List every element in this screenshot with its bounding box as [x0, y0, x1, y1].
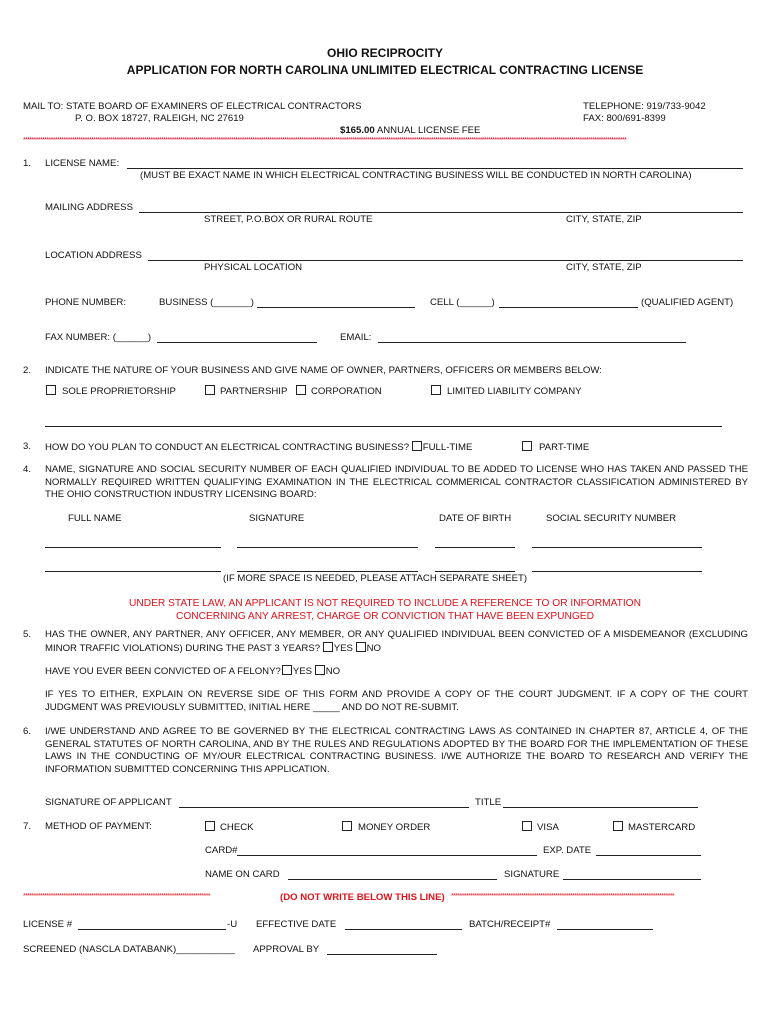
- felony-no-label: NO: [325, 666, 341, 677]
- explain-instructions: IF YES TO EITHER, EXPLAIN ON REVERSE SIDE OF THIS FORM AND PROVIDE A COPY OF THE COURT JUDGMENT. IF A COPY OF THE COURT JUDGMENT WAS PREVIOUSLY SUBMITTED, INITIAL HERE _____ AND DO NOT RE-SUBMIT.: [45, 689, 748, 713]
- qualified-agent-label: (QUALIFIED AGENT): [641, 297, 734, 308]
- felony-question-text: HAVE YOU EVER BEEN CONVICTED OF A FELONY?: [45, 666, 281, 677]
- po-box-address: P. O. BOX 18727, RALEIGH, NC 27619: [75, 113, 244, 124]
- visa-checkbox[interactable]: [522, 821, 532, 831]
- license-name-note: (MUST BE EXACT NAME IN WHICH ELECTRICAL CONTRACTING BUSINESS WILL BE CONDUCTED IN NORTH CAROLINA): [140, 170, 692, 181]
- office-stars-right: *********************************************************************************************************: [451, 893, 675, 900]
- part-time-label: PART-TIME: [539, 442, 590, 453]
- batch-receipt-field[interactable]: [557, 929, 653, 930]
- expunged-notice-line1: UNDER STATE LAW, AN APPLICANT IS NOT REQUIRED TO INCLUDE A REFERENCE TO OR INFORMATION: [129, 598, 641, 609]
- full-time-checkbox[interactable]: [412, 441, 422, 451]
- felony-yes-checkbox[interactable]: [282, 665, 292, 675]
- card-number-field[interactable]: [237, 855, 537, 856]
- fax-number: FAX: 800/691-8399: [583, 113, 666, 124]
- sole-proprietorship-label: SOLE PROPRIETORSHIP: [62, 386, 176, 397]
- q6-agreement: I/WE UNDERSTAND AND AGREE TO BE GOVERNED BY THE ELECTRICAL CONTRACTING LAWS AS CONTAINED IN CHAPTER 87, ARTICLE 4, OF THE GENERAL STATUTES OF NORTH CAROLINA, AND BY THE RULES AND REGULATIONS ADOPTED BY THE BOARD FOR THE IMPLEMENTATION OF THESE LAWS IN THE CONDUCTING OF MY/OUR ELECTRICAL CONTRACTING BUSINESS. I/WE AUTHORIZE THE BOARD TO RESEARCH AND VERIFY THE INFORMATION SUBMITTED CONCERNING THIS APPLICATION.: [45, 726, 748, 775]
- screened-label: SCREENED (NASCLA DATABANK)___________: [23, 944, 235, 955]
- form-title-application: APPLICATION FOR NORTH CAROLINA UNLIMITED ELECTRICAL CONTRACTING LICENSE: [126, 63, 644, 77]
- annual-license-fee: [340, 125, 480, 136]
- effective-date-field[interactable]: [345, 929, 462, 930]
- fee-amount: $165.00: [340, 125, 375, 136]
- mastercard-checkbox[interactable]: [613, 821, 623, 831]
- approval-by-label: APPROVAL BY: [253, 944, 320, 955]
- q6-number: 6.: [23, 726, 32, 737]
- location-city-caption: CITY, STATE, ZIP: [566, 262, 642, 273]
- office-stars-left: ****************************************************************************************: [23, 893, 210, 900]
- card-number-label: CARD#: [205, 845, 238, 856]
- q5-question: [45, 629, 748, 655]
- q2-question: INDICATE THE NATURE OF YOUR BUSINESS AND GIVE NAME OF OWNER, PARTNERS, OFFICERS OR MEMBERS BELOW:: [45, 365, 602, 376]
- sole-proprietorship-option[interactable]: [46, 385, 176, 397]
- form-title-ohio-reciprocity: OHIO RECIPROCITY: [326, 46, 443, 60]
- cell-phone-field[interactable]: [499, 307, 638, 308]
- business-phone-field[interactable]: [257, 307, 415, 308]
- mailing-address-label: MAILING ADDRESS: [45, 202, 133, 213]
- part-time-option[interactable]: [522, 441, 589, 453]
- signature-of-applicant-label: SIGNATURE OF APPLICANT: [45, 797, 172, 808]
- q4-question: NAME, SIGNATURE AND SOCIAL SECURITY NUMBER OF EACH QUALIFIED INDIVIDUAL TO BE ADDED TO LICENSE WHO HAS TAKEN AND PASSED THE NORMALLY REQUIRED WRITTEN QUALIFYING EXAMINATION IN THE ELECTRICAL COMMERICAL CONTRACTOR CLASSIFICATION ADMINISTERED BY THE OHIO CONSTRUCTION INDUSTRY LICENSING BOARD:: [45, 464, 748, 501]
- card-signature-label: SIGNATURE: [504, 869, 560, 880]
- part-time-checkbox[interactable]: [522, 441, 532, 451]
- partnership-checkbox[interactable]: [205, 385, 215, 395]
- q5-number: 5.: [23, 629, 32, 640]
- batch-receipt-label: BATCH/RECEIPT#: [469, 919, 551, 930]
- qualifier2-dob-field[interactable]: [435, 571, 515, 572]
- location-address-label: LOCATION ADDRESS: [45, 250, 142, 261]
- street-caption: STREET, P.O.BOX OR RURAL ROUTE: [204, 214, 373, 225]
- check-checkbox[interactable]: [205, 821, 215, 831]
- felony-question: [45, 665, 340, 677]
- check-option[interactable]: [205, 821, 254, 833]
- felony-no-checkbox[interactable]: [315, 665, 325, 675]
- fax-number-label: FAX NUMBER: (______): [45, 332, 152, 343]
- col-ssn: SOCIAL SECURITY NUMBER: [546, 513, 677, 524]
- q7-number: 7.: [23, 821, 32, 832]
- exp-date-field[interactable]: [596, 855, 701, 856]
- qualifier1-signature-field[interactable]: [237, 547, 418, 548]
- do-not-write-notice: (DO NOT WRITE BELOW THIS LINE): [280, 892, 445, 903]
- owners-names-field[interactable]: [45, 426, 722, 427]
- more-space-note: (IF MORE SPACE IS NEEDED, PLEASE ATTACH SEPARATE SHEET): [223, 573, 528, 584]
- license-name-field[interactable]: [127, 168, 743, 169]
- email-field[interactable]: [378, 342, 686, 343]
- q3-question-text: HOW DO YOU PLAN TO CONDUCT AN ELECTRICAL CONTRACTING BUSINESS?: [45, 442, 410, 453]
- money-order-option[interactable]: [342, 821, 430, 833]
- mastercard-option[interactable]: [613, 821, 695, 833]
- llc-label: LIMITED LIABILITY COMPANY: [447, 386, 582, 397]
- approval-by-field[interactable]: [327, 954, 437, 955]
- money-order-checkbox[interactable]: [342, 821, 352, 831]
- col-full-name: FULL NAME: [68, 513, 122, 524]
- applicant-signature-field[interactable]: [179, 807, 469, 808]
- name-on-card-field[interactable]: [288, 879, 497, 880]
- misdemeanor-no-label: NO: [366, 642, 382, 654]
- qualifier1-name-field[interactable]: [45, 547, 221, 548]
- method-of-payment-label: METHOD OF PAYMENT:: [45, 821, 152, 832]
- q3-question: [45, 441, 472, 453]
- qualifier2-signature-field[interactable]: [237, 571, 418, 572]
- q4-number: 4.: [23, 464, 32, 475]
- check-label: CHECK: [220, 822, 254, 833]
- phone-number-label: PHONE NUMBER:: [45, 297, 127, 308]
- visa-label: VISA: [537, 822, 559, 833]
- qualifier2-ssn-field[interactable]: [532, 571, 702, 572]
- email-label: EMAIL:: [340, 332, 372, 343]
- llc-checkbox[interactable]: [431, 385, 441, 395]
- qualifier1-ssn-field[interactable]: [532, 547, 702, 548]
- card-signature-field[interactable]: [563, 879, 701, 880]
- qualifier1-dob-field[interactable]: [435, 547, 515, 548]
- exp-date-label: EXP. DATE: [543, 845, 592, 856]
- llc-option[interactable]: [431, 385, 582, 397]
- q5-question-text: HAS THE OWNER, ANY PARTNER, ANY OFFICER, ANY MEMBER, OR ANY QUALIFIED INDIVIDUAL BEEN CONVICTED OF A MISDEMEANOR (EXCLUDING MINOR TRAFFIC VIOLATIONS) DURING THE PAST 3 YEARS?: [45, 629, 748, 654]
- corporation-option[interactable]: [296, 385, 382, 397]
- expunged-notice-line2: CONCERNING ANY ARREST, CHARGE OR CONVICTION THAT HAVE BEEN EXPUNGED: [176, 611, 594, 622]
- license-suffix: -U: [227, 919, 238, 930]
- mastercard-label: MASTERCARD: [628, 822, 696, 833]
- business-phone-label: BUSINESS (_______): [159, 297, 254, 308]
- fax-number-field[interactable]: [157, 342, 317, 343]
- visa-option[interactable]: [522, 821, 559, 833]
- col-date-of-birth: DATE OF BIRTH: [439, 513, 512, 524]
- applicant-title-field[interactable]: [503, 807, 698, 808]
- col-signature: SIGNATURE: [249, 513, 305, 524]
- full-time-label: FULL-TIME: [422, 442, 473, 453]
- cell-phone-label: CELL (______): [430, 297, 495, 308]
- fee-label: ANNUAL LICENSE FEE: [374, 125, 481, 136]
- partnership-label: PARTNERSHIP: [220, 386, 288, 397]
- corporation-checkbox[interactable]: [296, 385, 306, 395]
- license-number-field[interactable]: [78, 929, 226, 930]
- effective-date-label: EFFECTIVE DATE: [256, 919, 337, 930]
- license-number-label: LICENSE #: [23, 919, 73, 930]
- misdemeanor-no-checkbox[interactable]: [356, 642, 366, 652]
- misdemeanor-yes-checkbox[interactable]: [323, 642, 333, 652]
- mail-to-line: MAIL TO: STATE BOARD OF EXAMINERS OF ELECTRICAL CONTRACTORS: [23, 101, 362, 112]
- mailing-city-caption: CITY, STATE, ZIP: [566, 214, 642, 225]
- physical-location-caption: PHYSICAL LOCATION: [204, 262, 303, 273]
- name-on-card-label: NAME ON CARD: [205, 869, 280, 880]
- sole-proprietorship-checkbox[interactable]: [46, 385, 56, 395]
- telephone-number: TELEPHONE: 919/733-9042: [583, 101, 706, 112]
- q3-number: 3.: [23, 441, 32, 452]
- license-name-label: LICENSE NAME:: [45, 158, 120, 169]
- felony-yes-label: YES: [292, 666, 313, 677]
- separator-stars: ********************************************************************************************************************************************************************************************************************************************************************************************: [23, 137, 627, 144]
- q1-number: 1.: [23, 158, 32, 169]
- corporation-label: CORPORATION: [311, 386, 382, 397]
- partnership-option[interactable]: [205, 385, 287, 397]
- qualifier2-name-field[interactable]: [45, 571, 221, 572]
- title-label: TITLE: [475, 797, 502, 808]
- misdemeanor-yes-label: YES: [333, 642, 353, 654]
- money-order-label: MONEY ORDER: [358, 822, 431, 833]
- mailing-address-field[interactable]: [139, 212, 743, 213]
- q2-number: 2.: [23, 365, 32, 376]
- location-address-field[interactable]: [148, 260, 743, 261]
